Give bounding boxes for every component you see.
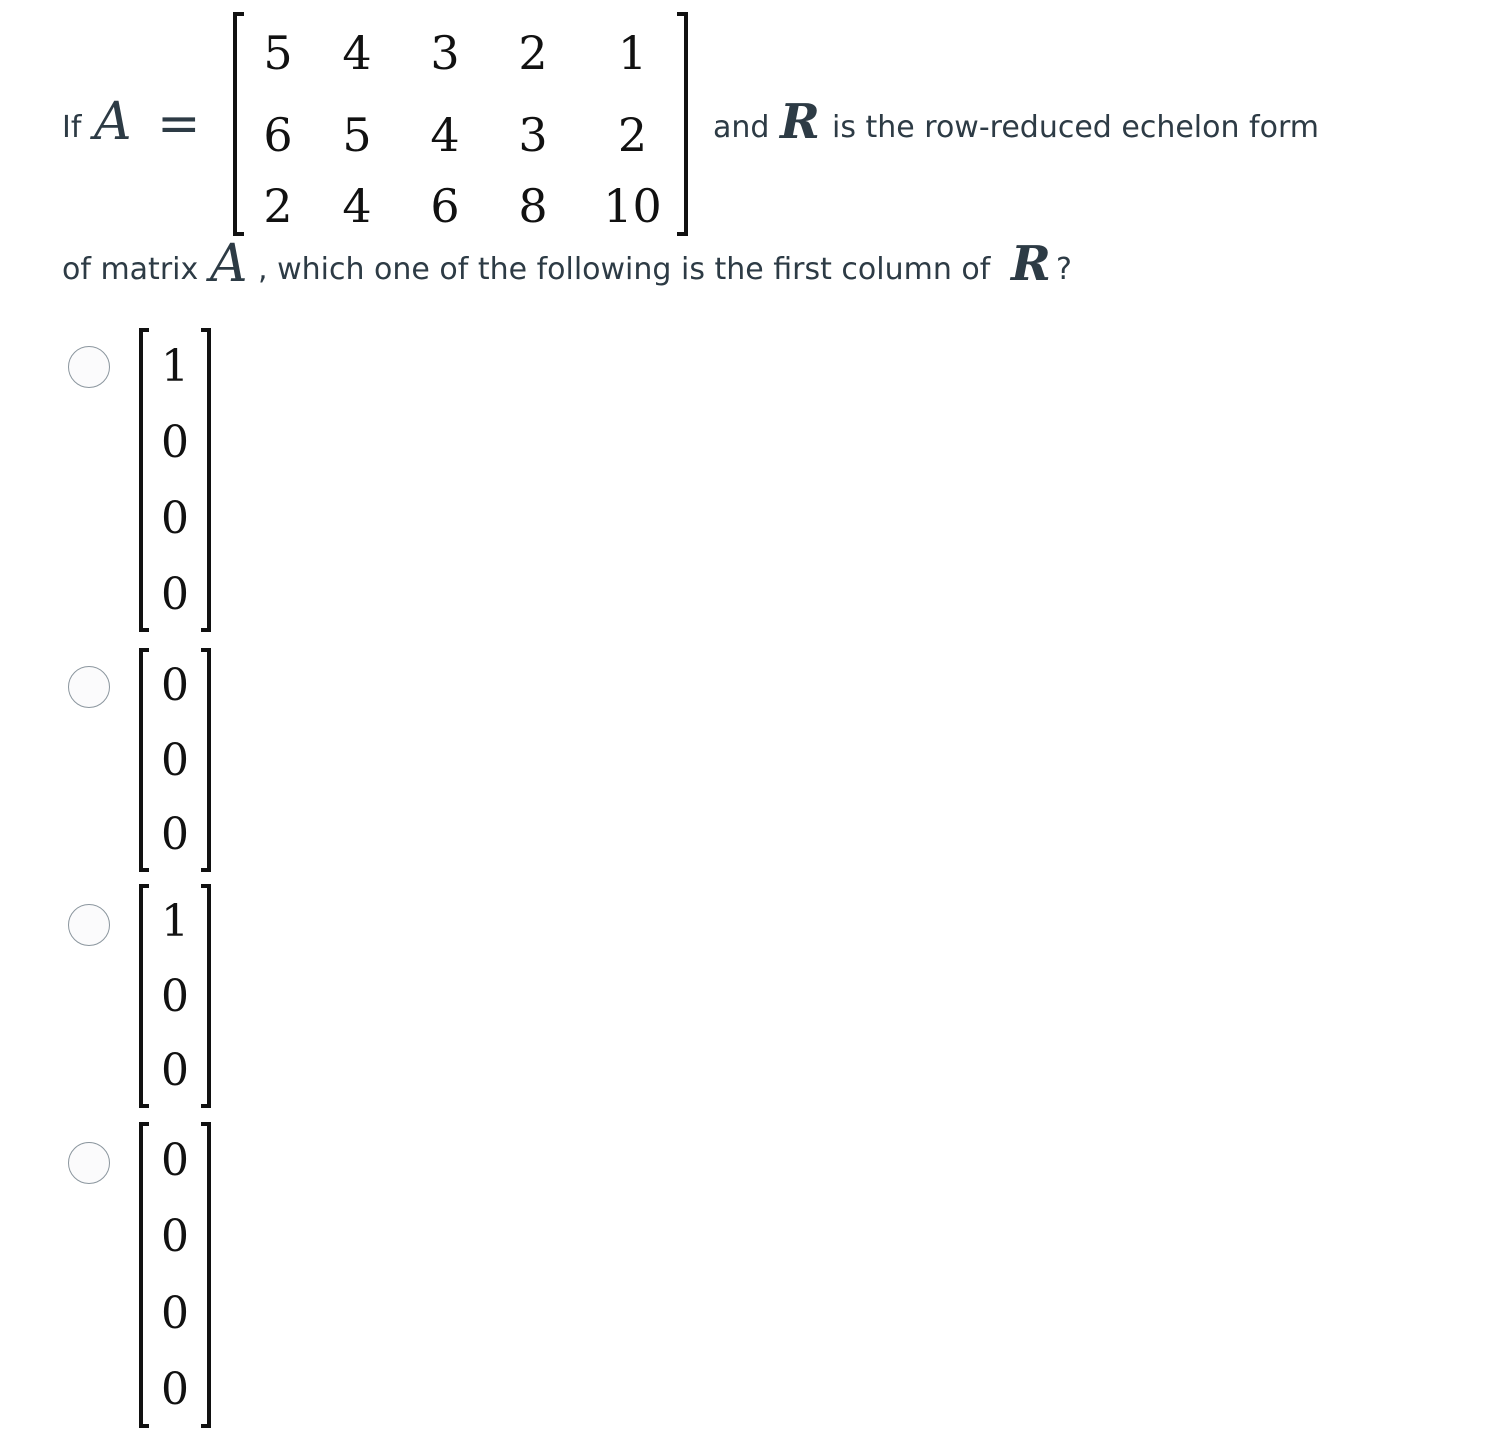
vector-cell: 0 [161,1134,189,1186]
vector-right-bracket [201,1122,211,1428]
vector-cell: 0 [161,970,189,1022]
matrix-cell: 8 [518,179,548,233]
matrix-cell: 6 [430,179,460,233]
answer-vector-2 [139,648,211,872]
vector-right-bracket [201,328,211,632]
matrix-cell: 3 [518,108,548,162]
question-mark: ? [1056,252,1072,287]
vector-cell: 0 [161,809,189,861]
matrix-cell: 4 [430,108,460,162]
vector-cell: 0 [161,1287,189,1339]
vector-cell: 0 [161,1364,189,1416]
matrix-right-bracket [677,12,688,236]
question-text-line2-mid: , which one of the following is the first column of [258,252,991,287]
vector-left-bracket [139,648,149,872]
question-text-line1: is the row-reduced echelon form [832,110,1319,145]
answer-radio-1[interactable] [68,346,110,388]
vector-right-bracket [201,884,211,1108]
vector-cell: 1 [161,340,189,392]
vector-cell: 0 [161,1211,189,1263]
vector-left-bracket [139,1122,149,1428]
matrix-cell: 3 [430,26,460,80]
question-prefix: If [62,110,82,145]
matrix-cell: 5 [263,26,293,80]
vector-left-bracket [139,884,149,1108]
question-text-line2-start: of matrix [62,252,199,287]
question-and: and [713,110,770,145]
matrix-variable-a: A [210,234,248,294]
matrix-cell: 2 [617,108,648,162]
matrix-cell: 1 [617,26,648,80]
vector-cell: 0 [161,568,189,620]
equals-sign: = [157,94,201,154]
vector-entries [149,328,201,632]
answer-vector-3 [139,884,211,1108]
matrix-cell: 5 [342,108,372,162]
vector-cell: 0 [161,1045,189,1097]
vector-cell: 0 [161,734,189,786]
matrix-variable-r: R [780,94,820,150]
matrix-cell: 10 [603,179,662,233]
matrix-variable-a: A [94,92,132,152]
answer-vector-1 [139,328,211,632]
answer-vector-4 [139,1122,211,1428]
vector-entries [149,648,201,872]
matrix-a [233,12,688,236]
vector-left-bracket [139,328,149,632]
matrix-cell: 2 [518,26,548,80]
matrix-a-entries [243,12,678,236]
vector-cell: 1 [161,895,189,947]
vector-entries [149,884,201,1108]
answer-radio-2[interactable] [68,666,110,708]
matrix-cell: 4 [342,179,372,233]
vector-right-bracket [201,648,211,872]
vector-entries [149,1122,201,1428]
answer-radio-3[interactable] [68,904,110,946]
matrix-cell: 2 [263,179,293,233]
answer-radio-4[interactable] [68,1142,110,1184]
matrix-variable-r: R [1011,236,1051,292]
vector-cell: 0 [161,416,189,468]
matrix-cell: 6 [263,108,293,162]
matrix-cell: 4 [342,26,372,80]
vector-cell: 0 [161,659,189,711]
vector-cell: 0 [161,492,189,544]
